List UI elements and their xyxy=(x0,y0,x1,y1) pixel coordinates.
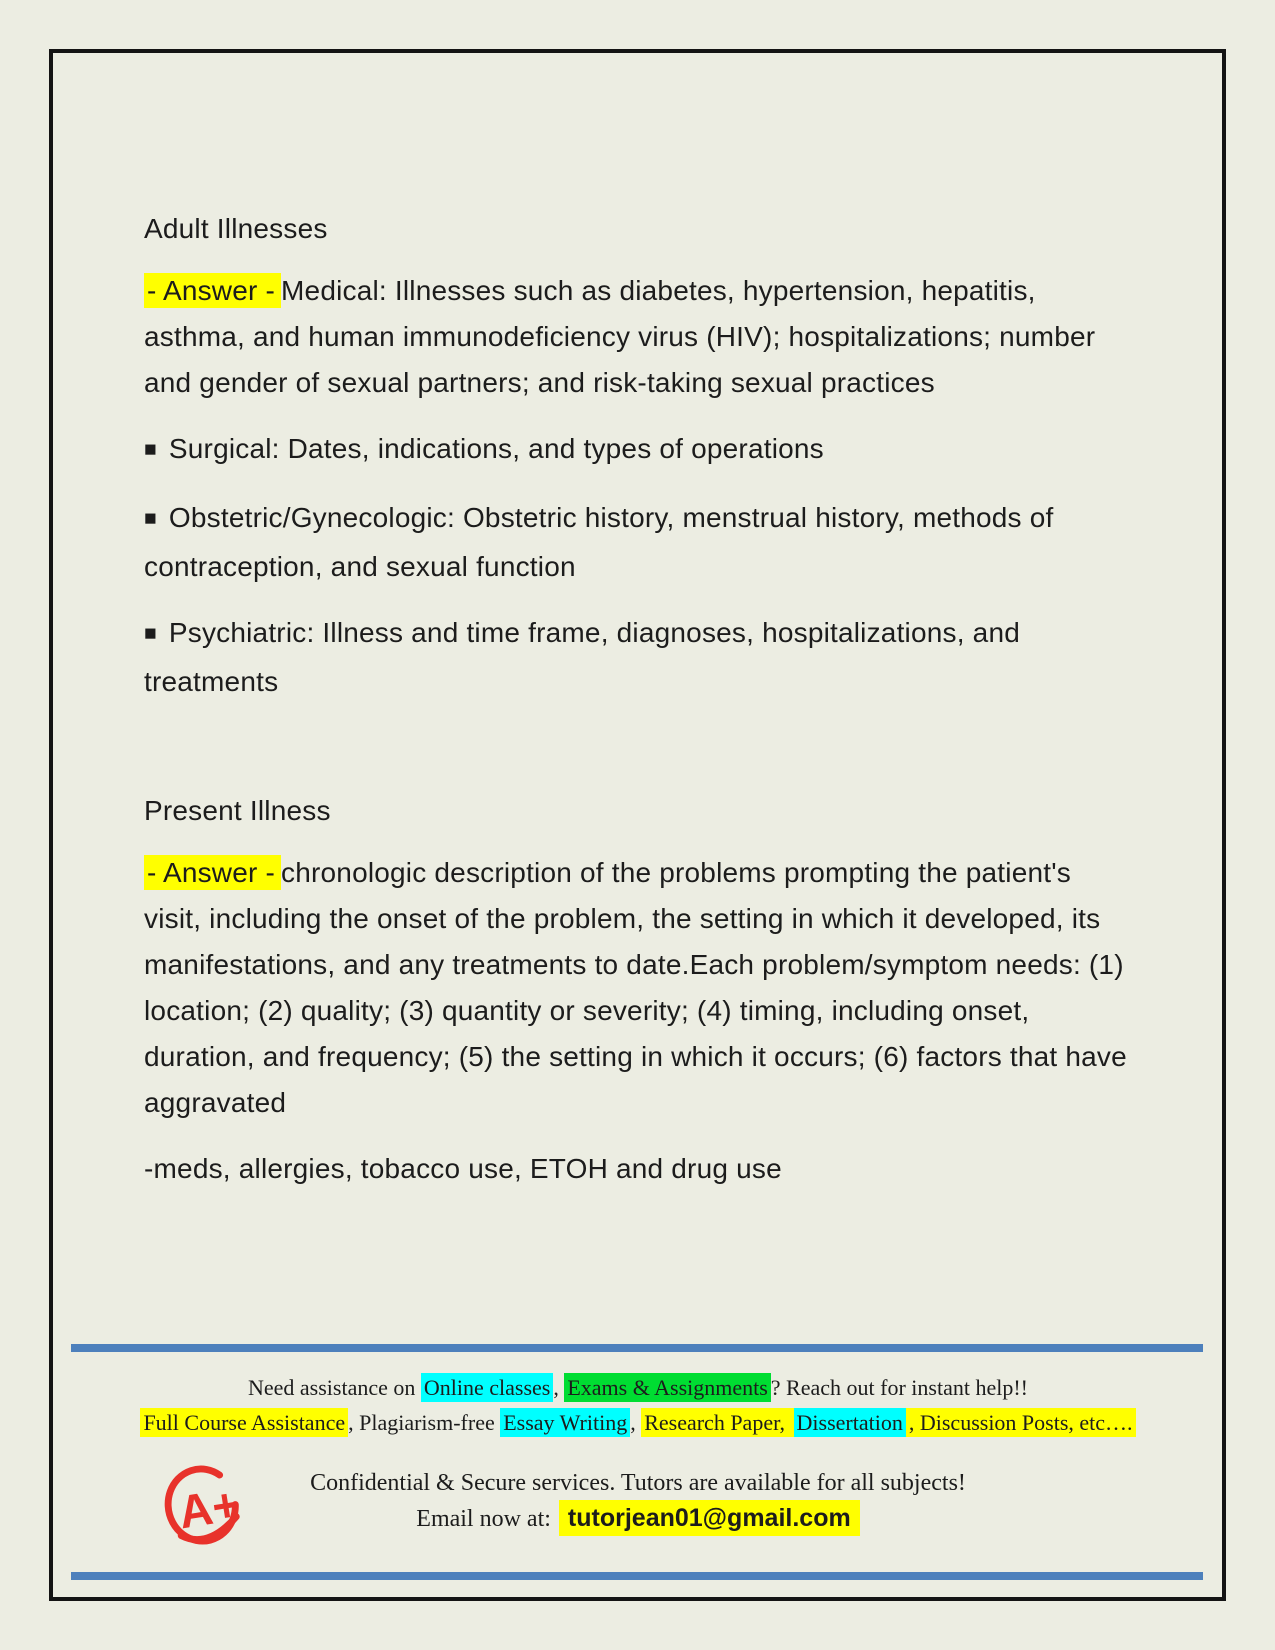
highlight-discussion-posts: , Discussion Posts, etc…. xyxy=(906,1408,1136,1437)
ad-text: , Plagiarism-free xyxy=(348,1410,501,1435)
section-heading-present-illness: Present Illness xyxy=(144,795,331,826)
ad-text: , xyxy=(553,1375,565,1400)
email-address: tutorjean01@gmail.com xyxy=(559,1500,860,1536)
section-heading-adult-illnesses: Adult Illnesses xyxy=(144,213,328,244)
answer-highlight: - Answer - xyxy=(144,855,281,890)
divider-line-top xyxy=(71,1344,1203,1352)
paragraph-meds-note xyxy=(144,1146,1136,1192)
note-text: -meds, allergies, tobacco use, ETOH and drug use xyxy=(144,1153,782,1184)
paragraph-adult-answer xyxy=(144,268,1136,406)
divider-line-bottom xyxy=(71,1572,1203,1580)
square-bullet-icon: ■ xyxy=(144,622,157,645)
highlight-essay-writing: Essay Writing xyxy=(500,1408,630,1437)
footer-ad-line-1 xyxy=(53,1372,1223,1403)
a-plus-logo-text: A+ xyxy=(175,1477,244,1539)
bullet-surgical xyxy=(144,426,1136,475)
highlight-research-paper: Research Paper, xyxy=(641,1408,793,1437)
highlight-dissertation: Dissertation xyxy=(794,1408,906,1437)
bullet-text: Surgical: Dates, indications, and types of operations xyxy=(168,433,824,464)
square-bullet-icon: ■ xyxy=(144,438,157,461)
document-body xyxy=(144,206,1136,1212)
bullet-obstetric xyxy=(144,495,1136,590)
highlight-exams-assignments: Exams & Assignments xyxy=(564,1373,770,1402)
highlight-online-classes: Online classes xyxy=(421,1373,553,1402)
footer-services-line: Confidential & Secure services. Tutors are available for all subjects! xyxy=(310,1470,966,1496)
bullet-psychiatric xyxy=(144,610,1136,705)
email-label: Email now at: xyxy=(416,1506,551,1532)
ad-text: Need assistance on xyxy=(247,1375,421,1400)
bullet-text: Obstetric/Gynecologic: Obstetric history, menstrual history, methods of contraception, and sexual function xyxy=(144,502,1054,582)
answer-highlight: - Answer - xyxy=(144,273,281,308)
ad-text: ? Reach out for instant help!! xyxy=(770,1375,1028,1400)
footer-ad-line-2 xyxy=(53,1407,1223,1438)
answer-text: Medical: Illnesses such as diabetes, hypertension, hepatitis, asthma, and human immunodeficiency virus (HIV); hospitalizations; number and gender of sexual partners; and risk-taking sexual practices xyxy=(144,275,1096,398)
footer-email-line xyxy=(53,1504,1223,1533)
highlight-full-course-assistance: Full Course Assistance xyxy=(140,1408,348,1437)
square-bullet-icon: ■ xyxy=(144,507,157,530)
answer-text: chronologic description of the problems prompting the patient's visit, including the onset of the problem, the setting in which it developed, its manifestations, and any treatments to date.Each problem/symptom needs: (1) location; (2) quality; (3) quantity or severity; (4) timing, including onset, duration, and frequency; (5) the setting in which it occurs; (6) factors that have aggravated xyxy=(144,857,1127,1118)
ad-text: , xyxy=(630,1410,642,1435)
paragraph-present-answer xyxy=(144,850,1136,1126)
bullet-text: Psychiatric: Illness and time frame, diagnoses, hospitalizations, and treatments xyxy=(144,617,1020,697)
